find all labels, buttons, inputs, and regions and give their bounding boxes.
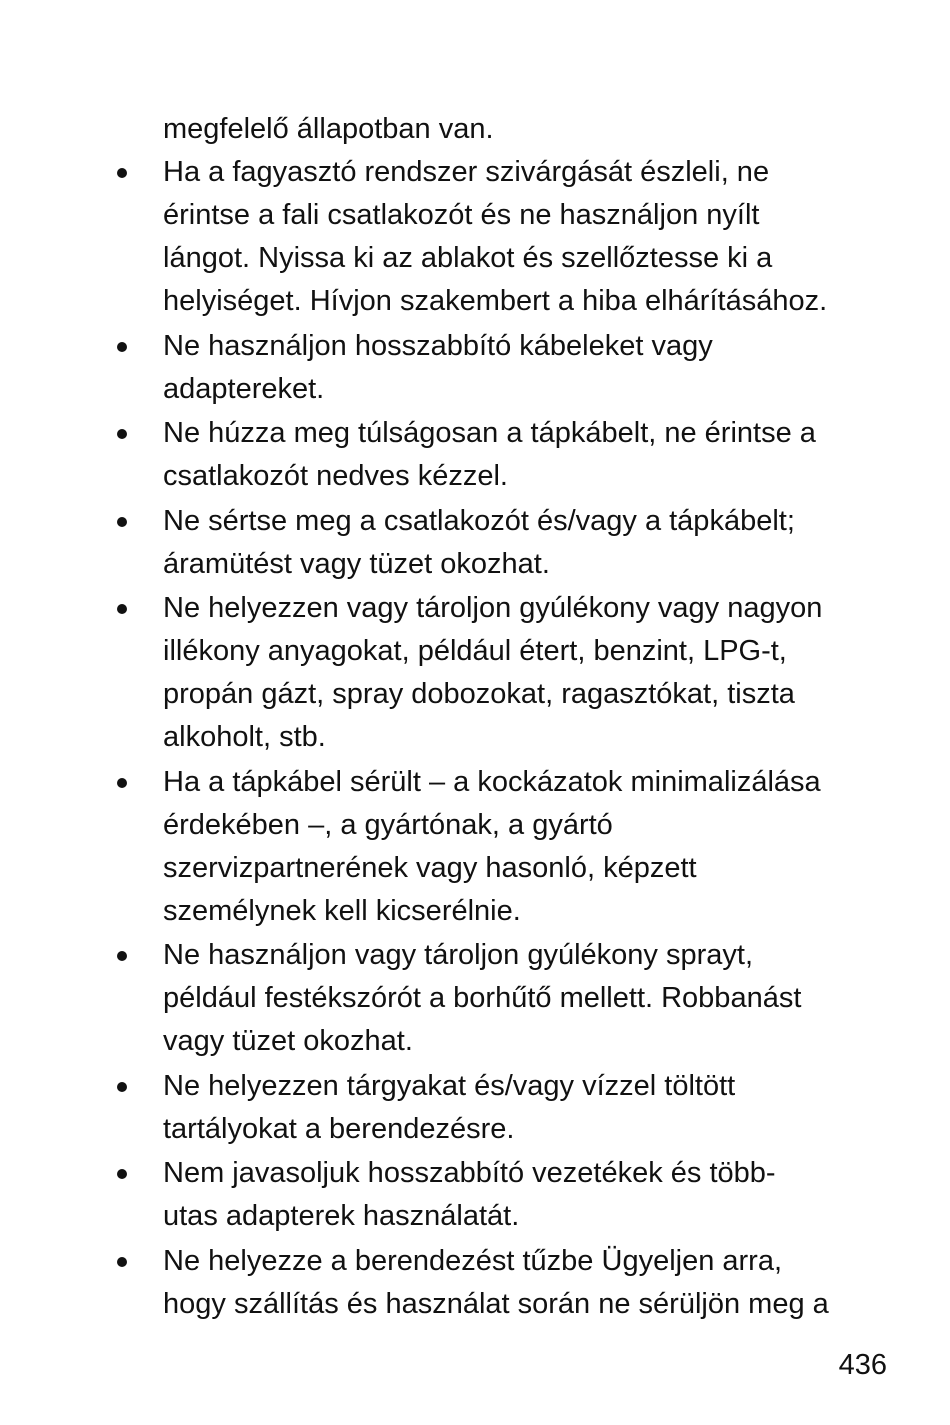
bullet-line: Ne helyezzen tárgyakat és/vagy vízzel töltött <box>163 1069 736 1102</box>
bullet-line: Ne használjon vagy tároljon gyúlékony sprayt, <box>163 939 753 971</box>
bullet-line: érintse a fali csatlakozót és ne használjon nyílt <box>163 199 760 231</box>
bullet-line: Ha a fagyasztó rendszer szivárgását észleli, ne <box>163 156 770 188</box>
bullet-line: vagy tüzet okozhat. <box>163 1025 413 1057</box>
bullet-line: helyiséget. Hívjon szakembert a hiba elhárításához. <box>163 285 828 317</box>
bullet-icon <box>117 342 127 352</box>
bullet-line: hogy szállítás és használat során ne sérüljön meg a <box>163 1287 829 1320</box>
bullet-line: Ne sértse meg a csatlakozót és/vagy a tápkábelt; <box>163 504 795 537</box>
bullet-line: propán gázt, spray dobozokat, ragasztókat, tiszta <box>163 678 795 710</box>
safety-bullet-list <box>0 151 950 1327</box>
bullet-line: például festékszórót a borhűtő mellett. Robbanást <box>163 982 802 1014</box>
list-item <box>0 500 950 586</box>
bullet-icon <box>117 429 127 439</box>
bullet-line: Ne helyezzen vagy tároljon gyúlékony vagy nagyon <box>163 592 823 624</box>
bullet-line: szervizpartnerének vagy hasonló, képzett <box>163 851 697 884</box>
list-item <box>0 325 950 411</box>
list-item <box>0 412 950 498</box>
list-item <box>0 587 950 759</box>
bullet-line: Ne helyezze a berendezést tűzbe Ügyeljen arra, <box>163 1244 783 1277</box>
bullet-line: adaptereket. <box>163 372 325 405</box>
bullet-icon <box>117 517 127 527</box>
bullet-line: Nem javasoljuk hosszabbító vezetékek és több- <box>163 1157 776 1189</box>
list-item <box>0 1152 950 1238</box>
bullet-icon <box>117 1169 127 1179</box>
bullet-line: Ne húzza meg túlságosan a tápkábelt, ne érintse a <box>163 417 816 449</box>
bullet-line: csatlakozót nedves kézzel. <box>163 460 508 492</box>
list-item <box>0 1065 950 1151</box>
bullet-line: Ha a tápkábel sérült – a kockázatok minimalizálása <box>163 765 821 798</box>
list-item <box>0 1240 950 1326</box>
bullet-line: érdekében –, a gyártónak, a gyártó <box>163 808 613 841</box>
list-item <box>0 934 950 1063</box>
bullet-icon <box>117 604 127 614</box>
bullet-icon <box>117 168 127 178</box>
bullet-line: illékony anyagokat, például étert, benzint, LPG-t, <box>163 635 787 667</box>
list-item <box>0 761 950 933</box>
continuation-text: megfelelő állapotban van. <box>163 113 494 145</box>
bullet-icon <box>117 1257 127 1267</box>
bullet-icon <box>117 778 127 788</box>
bullet-line: alkoholt, stb. <box>163 721 326 753</box>
bullet-line: tartályokat a berendezésre. <box>163 1112 515 1145</box>
bullet-line: Ne használjon hosszabbító kábeleket vagy <box>163 329 713 362</box>
list-item <box>0 151 950 323</box>
page-number: 436 <box>838 1349 887 1381</box>
bullet-icon <box>117 1082 127 1092</box>
bullet-line: utas adapterek használatát. <box>163 1200 520 1232</box>
bullet-line: személynek kell kicserélnie. <box>163 894 521 927</box>
bullet-line: áramütést vagy tüzet okozhat. <box>163 547 550 580</box>
bullet-icon <box>117 951 127 961</box>
bullet-line: lángot. Nyissa ki az ablakot és szellőztesse ki a <box>163 242 773 274</box>
